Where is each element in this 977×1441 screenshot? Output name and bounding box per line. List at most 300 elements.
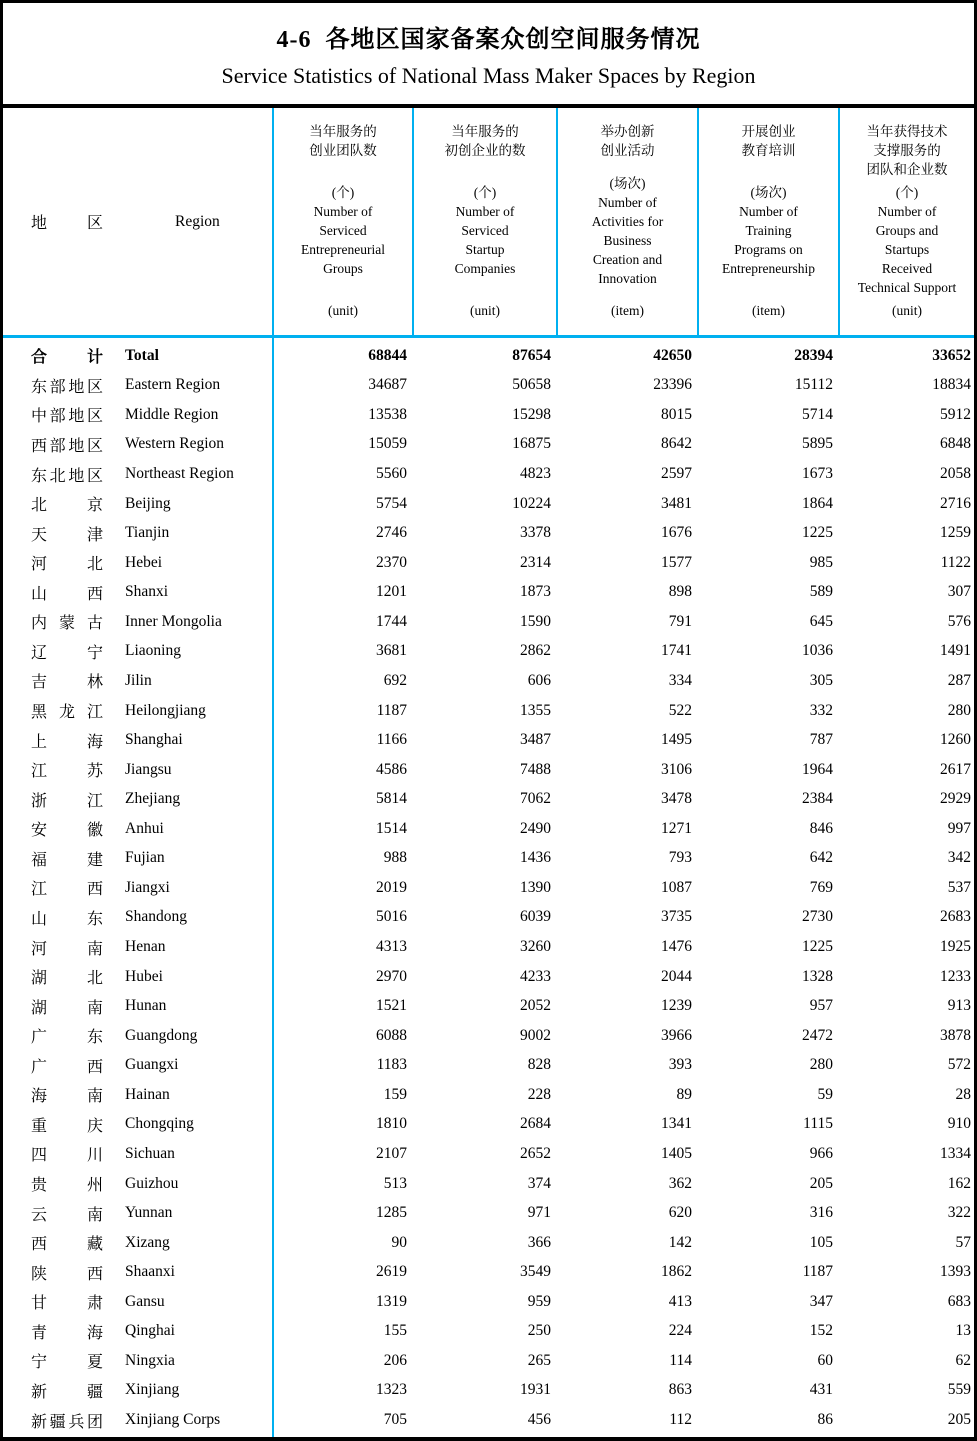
column-header-en: Number of [598,194,657,210]
value-cell: 3681 [376,642,407,660]
value-cell: 2716 [940,494,971,512]
region-name-en: Total [125,346,159,364]
value-cell: 1201 [376,583,407,601]
region-header-cell [3,108,272,335]
value-cell: 589 [809,583,833,601]
column-header-cn: 创业活动 [600,143,655,158]
region-name-cell [3,403,272,426]
page-title-cn: 4-6 各地区国家备案众创空间服务情况 [276,26,701,53]
value-cell: 898 [668,583,692,601]
value-cell: 559 [947,1381,971,1399]
region-name-en: Shaanxi [125,1263,175,1281]
value-cell: 1744 [376,612,407,630]
value-cell: 59 [817,1085,833,1103]
value-cell: 62 [955,1351,971,1369]
region-name-en: Inner Mongolia [125,612,222,630]
column-header-en: Training [745,223,792,238]
value-cell: 1862 [661,1263,692,1281]
column-header-cn: 创业团队数 [309,143,377,158]
table-row [3,548,974,578]
region-name-cell [3,876,272,899]
region-name-cn: 黑 龙 江 [31,704,103,722]
table-row [3,932,974,962]
value-cell: 997 [947,819,971,837]
value-cell: 1115 [803,1115,833,1133]
region-name-cell [3,1083,272,1106]
value-cell: 1491 [940,642,971,660]
value-cell: 1864 [802,494,833,512]
table-row [3,1080,974,1110]
region-name-en: Guangxi [125,1056,179,1074]
region-name-en: Fujian [125,849,165,867]
region-name-en: Liaoning [125,642,181,660]
region-name-cell [3,1409,272,1432]
value-cell: 316 [809,1204,833,1222]
value-cell: 1873 [520,583,551,601]
value-cell: 572 [947,1056,971,1074]
region-name-en: Jiangxi [125,878,170,896]
table-row [3,666,974,696]
table-row [3,1198,974,1228]
table-row [3,755,974,785]
value-cell: 2684 [520,1115,551,1133]
value-cell: 1476 [661,938,692,956]
value-cell: 5912 [940,405,971,423]
region-name-cell [3,1379,272,1402]
value-cell: 431 [809,1381,833,1399]
value-cell: 228 [527,1085,551,1103]
table-row [3,1376,974,1406]
column-header-unit-cn: (个) [895,185,919,200]
value-cell: 2107 [376,1144,407,1162]
column-header-unit-en: (unit) [328,303,358,318]
region-name-cn: 新 疆 [31,1383,103,1401]
value-cell: 1514 [376,819,407,837]
value-cell: 34687 [368,376,407,394]
value-cell: 957 [809,997,833,1015]
value-cell: 3735 [661,908,692,926]
table-row [3,518,974,548]
region-name-cn: 云 南 [31,1206,103,1224]
value-cell: 2597 [661,465,692,483]
region-header-cn: 地 区 [31,215,103,232]
value-cell: 1166 [376,731,407,749]
region-name-en: Middle Region [125,405,219,423]
region-name-cn: 西 部 地 区 [31,437,103,455]
column-header-en: Creation and [592,251,663,267]
value-cell: 205 [809,1174,833,1192]
region-name-en: Shandong [125,908,187,926]
value-cell: 9002 [520,1026,551,1044]
table-row [3,873,974,903]
value-cell: 1260 [940,731,971,749]
value-cell: 791 [668,612,692,630]
value-cell: 4313 [376,938,407,956]
value-cell: 2746 [376,524,407,542]
value-cell: 5895 [802,435,833,453]
region-name-cn: 青 海 [31,1324,103,1342]
region-name-cell [3,551,272,574]
value-cell: 1355 [520,701,551,719]
value-cell: 1187 [376,701,407,719]
value-cell: 4586 [376,760,407,778]
table-row [3,1021,974,1051]
value-cell: 8642 [661,435,692,453]
value-cell: 2619 [376,1263,407,1281]
region-name-en: Anhui [125,819,164,837]
region-name-cn: 山 西 [31,585,103,603]
column-header-cn: 团队和企业数 [866,162,948,177]
value-cell: 2862 [520,642,551,660]
region-name-en: Qinghai [125,1322,175,1340]
column-header-en: Companies [454,261,516,276]
region-name-cn: 东 部 地 区 [31,378,103,396]
value-cell: 1328 [802,967,833,985]
value-cell: 1271 [661,819,692,837]
value-cell: 1436 [520,849,551,867]
value-cell: 846 [809,819,833,837]
column-header-en: Entrepreneurship [722,261,815,276]
value-cell: 2370 [376,553,407,571]
region-name-cell [3,1202,272,1225]
value-cell: 5754 [376,494,407,512]
region-name-en: Beijing [125,494,171,512]
column-header-unit-cn: (个) [331,185,355,200]
value-cell: 5814 [376,790,407,808]
value-cell: 1225 [802,938,833,956]
table-row [3,1051,974,1081]
region-name-cn: 四 川 [31,1147,103,1165]
value-cell: 4233 [520,967,551,985]
value-cell: 250 [527,1322,551,1340]
region-name-en: Guangdong [125,1026,198,1044]
value-cell: 4823 [520,465,551,483]
region-name-en: Northeast Region [125,465,234,483]
table-row [3,1257,974,1287]
table-row [3,1317,974,1347]
column-header-en: Startup [465,242,505,257]
region-name-cell [3,995,272,1018]
value-cell: 86 [817,1411,833,1429]
region-name-en: Eastern Region [125,376,221,394]
region-name-cn: 吉 林 [31,674,103,692]
region-name-cn: 河 北 [31,556,103,574]
table-header [3,108,974,338]
table-row [3,1405,974,1435]
value-cell: 18834 [932,376,971,394]
region-name-cn: 宁 夏 [31,1354,103,1372]
region-name-cn: 江 苏 [31,763,103,781]
region-name-cn: 东 北 地 区 [31,467,103,485]
value-cell: 522 [668,701,692,719]
value-cell: 23396 [653,376,692,394]
value-cell: 2044 [661,967,692,985]
region-name-cn: 上 海 [31,733,103,751]
table-row [3,1287,974,1317]
value-cell: 28394 [794,346,833,364]
value-cell: 1323 [376,1381,407,1399]
value-cell: 3481 [661,494,692,512]
region-name-cell [3,906,272,929]
column-header [556,108,697,335]
region-name-en: Hunan [125,997,167,1015]
column-header-en: Serviced [319,223,367,238]
region-name-cell [3,1349,272,1372]
value-cell: 206 [383,1351,407,1369]
column-header-en: Number of [739,204,798,219]
value-cell: 1225 [802,524,833,542]
table-row [3,991,974,1021]
column-header-en: Number of [313,204,373,219]
region-name-cell [3,847,272,870]
value-cell: 1741 [661,642,692,660]
column-header-en: Number of [877,204,937,219]
table-row [3,341,974,371]
region-name-en: Heilongjiang [125,701,206,719]
value-cell: 1521 [376,997,407,1015]
value-cell: 1495 [661,731,692,749]
region-name-cell [3,817,272,840]
value-cell: 322 [947,1204,971,1222]
value-cell: 606 [527,671,551,689]
region-name-cell [3,965,272,988]
value-cell: 162 [947,1174,971,1192]
value-cell: 1393 [940,1263,971,1281]
value-cell: 513 [383,1174,407,1192]
value-cell: 3378 [520,524,551,542]
value-cell: 205 [947,1411,971,1429]
value-cell: 60 [817,1351,833,1369]
region-name-en: Shanghai [125,731,183,749]
value-cell: 42650 [653,346,692,364]
value-cell: 2384 [802,790,833,808]
table-row [3,962,974,992]
value-cell: 620 [668,1204,692,1222]
region-name-cn: 西 藏 [31,1236,103,1254]
value-cell: 2730 [802,908,833,926]
value-cell: 1187 [802,1263,833,1281]
value-cell: 1676 [661,524,692,542]
table-row [3,1346,974,1376]
region-name-cell [3,788,272,811]
region-name-en: Gansu [125,1292,165,1310]
value-cell: 910 [947,1115,971,1133]
value-cell: 1285 [376,1204,407,1222]
value-cell: 2970 [376,967,407,985]
value-cell: 1183 [376,1056,407,1074]
value-cell: 2019 [376,878,407,896]
region-name-cell [3,610,272,633]
column-header-cn: 当年服务的 [309,124,377,139]
column-header [697,108,838,335]
value-cell: 769 [809,878,833,896]
column-header [272,108,412,335]
column-header-en: Startups [884,242,930,257]
region-name-cell [3,463,272,486]
value-cell: 966 [809,1144,833,1162]
value-cell: 1964 [802,760,833,778]
value-cell: 793 [668,849,692,867]
region-name-cell [3,344,272,367]
region-name-cn: 中 部 地 区 [31,408,103,426]
value-cell: 112 [669,1411,692,1429]
region-name-cell [3,640,272,663]
value-cell: 1334 [940,1144,971,1162]
value-cell: 1673 [802,465,833,483]
region-name-en: Hainan [125,1085,170,1103]
region-name-en: Western Region [125,435,225,453]
region-name-cell [3,669,272,692]
value-cell: 1390 [520,878,551,896]
region-name-cn: 贵 州 [31,1177,103,1195]
value-cell: 68844 [368,346,407,364]
region-name-cell [3,581,272,604]
value-cell: 16875 [512,435,551,453]
region-name-cell [3,1024,272,1047]
column-header-unit-cn: (个) [473,185,497,200]
table-row [3,903,974,933]
region-name-cn: 福 建 [31,851,103,869]
region-name-en: Xinjiang Corps [125,1411,221,1429]
value-cell: 3966 [661,1026,692,1044]
region-name-cn: 新 疆 兵 团 [31,1413,103,1431]
region-name-en: Hebei [125,553,163,571]
table-row [3,607,974,637]
value-cell: 1319 [376,1292,407,1310]
value-cell: 224 [668,1322,692,1340]
region-name-cell [3,758,272,781]
region-name-en: Jilin [125,671,152,689]
value-cell: 683 [947,1292,971,1310]
value-cell: 576 [947,612,971,630]
value-cell: 15112 [794,376,833,394]
region-name-en: Ningxia [125,1351,175,1369]
value-cell: 105 [809,1233,833,1251]
value-cell: 15298 [512,405,551,423]
table-row [3,578,974,608]
region-name-cn: 辽 宁 [31,644,103,662]
table-row [3,637,974,667]
title-block [3,3,974,108]
region-name-cn: 山 东 [31,910,103,928]
region-name-en: Shanxi [125,583,169,601]
column-header [838,108,974,335]
region-name-cn: 湖 南 [31,999,103,1017]
value-cell: 87654 [512,346,551,364]
column-header-en: Serviced [461,223,509,238]
value-cell: 988 [383,849,407,867]
column-header-unit-en: (item) [611,303,644,318]
column-header-en: Number of [455,204,515,219]
region-name-cn: 重 庆 [31,1117,103,1135]
region-name-cn: 河 南 [31,940,103,958]
region-header-en: Region [175,212,220,230]
value-cell: 3878 [940,1026,971,1044]
value-cell: 362 [668,1174,692,1192]
value-cell: 3260 [520,938,551,956]
value-cell: 13538 [368,405,407,423]
region-name-cn: 北 京 [31,497,103,515]
region-name-cell [3,699,272,722]
value-cell: 1036 [802,642,833,660]
value-cell: 287 [947,671,971,689]
value-cell: 2058 [940,465,971,483]
value-cell: 2683 [940,908,971,926]
region-name-en: Guizhou [125,1174,179,1192]
region-name-en: Zhejiang [125,790,181,808]
page-title-en: Service Statistics of National Mass Maker Spaces by Region [221,62,756,88]
column-header-en: Groups [323,261,363,276]
value-cell: 307 [947,583,971,601]
value-cell: 1259 [940,524,971,542]
value-cell: 159 [383,1085,407,1103]
value-cell: 6848 [940,435,971,453]
value-cell: 50658 [512,376,551,394]
table-row [3,844,974,874]
column-header-cn: 初创企业的数 [444,143,526,158]
column-header-unit-cn: (场次) [609,175,646,191]
table-row [3,725,974,755]
table-row [3,1169,974,1199]
value-cell: 1233 [940,967,971,985]
value-cell: 3549 [520,1263,551,1281]
column-header-en: Business [603,232,652,248]
column-divider-line [272,338,274,1437]
value-cell: 456 [527,1411,551,1429]
column-header-en: Technical Support [857,280,957,295]
value-cell: 3478 [661,790,692,808]
table-row [3,696,974,726]
value-cell: 89 [676,1085,692,1103]
value-cell: 142 [668,1233,692,1251]
region-name-cell [3,492,272,515]
value-cell: 787 [809,731,833,749]
value-cell: 1087 [661,878,692,896]
value-cell: 5714 [802,405,833,423]
value-cell: 332 [809,701,833,719]
value-cell: 642 [809,849,833,867]
value-cell: 2929 [940,790,971,808]
value-cell: 342 [947,849,971,867]
value-cell: 2652 [520,1144,551,1162]
region-name-cn: 浙 江 [31,792,103,810]
column-header-cn: 教育培训 [741,143,796,158]
value-cell: 152 [809,1322,833,1340]
value-cell: 155 [383,1322,407,1340]
value-cell: 114 [669,1351,692,1369]
column-header-en: Entrepreneurial [301,242,385,257]
value-cell: 5016 [376,908,407,926]
value-cell: 366 [527,1233,551,1251]
region-name-en: Xinjiang [125,1381,180,1399]
value-cell: 28 [955,1085,971,1103]
value-cell: 7488 [520,760,551,778]
value-cell: 1810 [376,1115,407,1133]
value-cell: 971 [527,1204,551,1222]
value-cell: 1925 [940,938,971,956]
column-header-cn: 开展创业 [741,124,796,139]
value-cell: 13 [955,1322,971,1340]
region-name-en: Sichuan [125,1144,175,1162]
value-cell: 8015 [661,405,692,423]
value-cell: 537 [947,878,971,896]
region-name-en: Henan [125,938,166,956]
value-cell: 2472 [802,1026,833,1044]
table-row [3,1139,974,1169]
region-name-cell [3,522,272,545]
table-row [3,459,974,489]
value-cell: 10224 [512,494,551,512]
